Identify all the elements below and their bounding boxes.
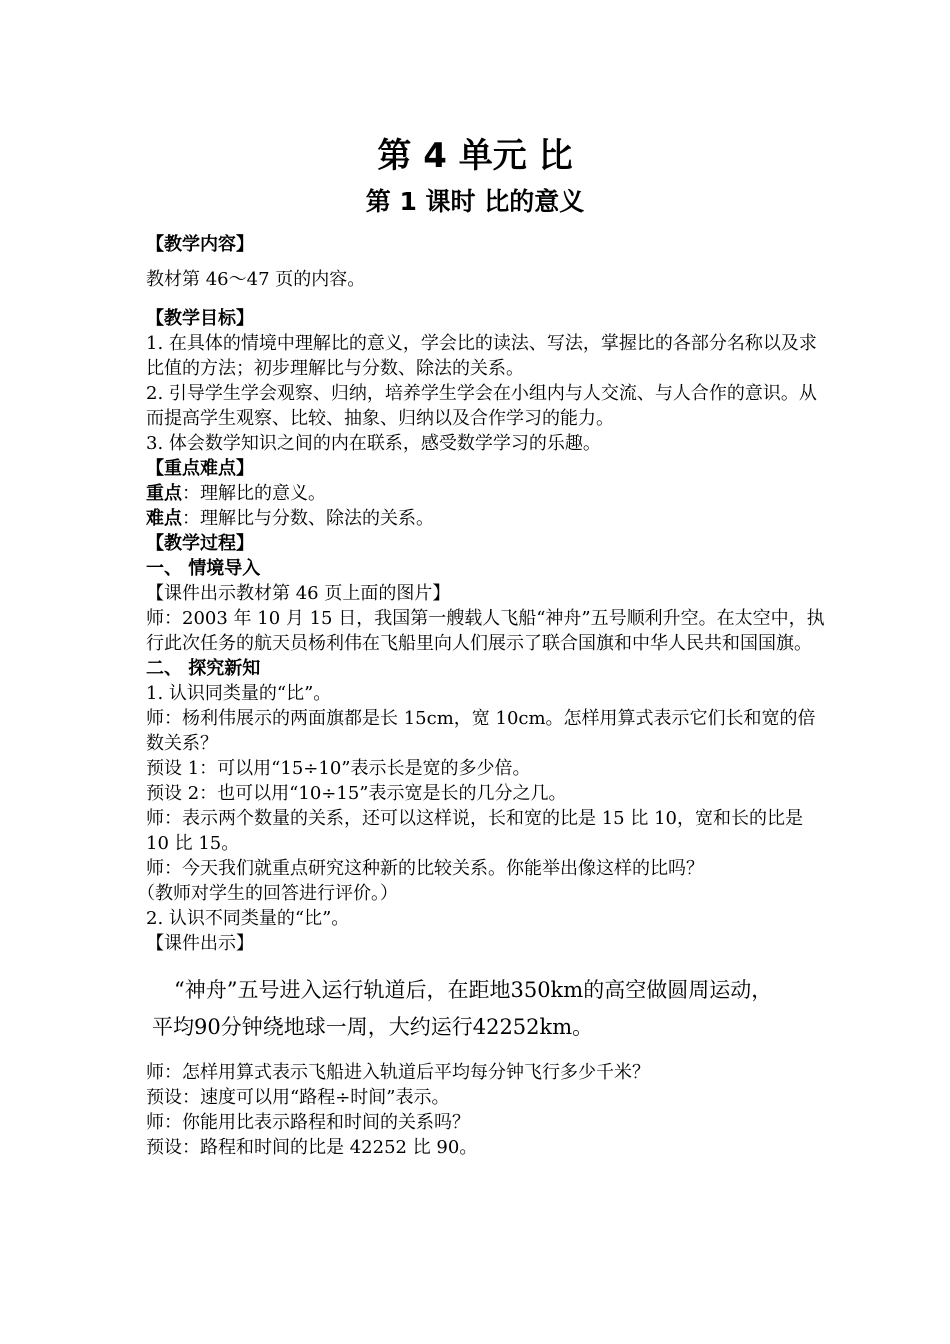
keypoints-heading: 【重点难点】 — [146, 458, 254, 479]
courseware-2: 【课件出示】 — [146, 933, 254, 954]
teacher-note: （教师对学生的回答进行评价。） — [137, 883, 398, 904]
key-point — [146, 481, 826, 506]
unit-title: 第 4 单元 比 — [377, 136, 573, 176]
key-text: ：理解比的意义。 — [182, 483, 326, 504]
objective-3: 3. 体会数学知识之间的内在联系，感受数学学习的乐趣。 — [146, 433, 601, 454]
objectives-heading: 【教学目标】 — [146, 308, 254, 329]
content-heading: 【教学内容】 — [146, 234, 254, 255]
difficulty-point — [146, 506, 826, 531]
lesson-title: 第 1 课时 比的意义 — [365, 187, 585, 216]
objective-2: 2. 引导学生学会观察、归纳，培养学生学会在小组内与人交流、与人合作的意识。从而提高学生观察、比较、抽象、归纳以及合作学习的能力。 — [146, 383, 817, 429]
preset-3: 预设：速度可以用“路程÷时间”表示。 — [146, 1087, 450, 1108]
teacher-2: 师：杨利伟展示的两面旗都是长 15cm，宽 10cm。怎样用算式表示它们长和宽的倍数关系？ — [146, 708, 816, 754]
courseware-1: 【课件出示教材第 46 页上面的图片】 — [146, 583, 451, 604]
objective-1: 1. 在具体的情境中理解比的意义，学会比的读法、写法，掌握比的各部分名称以及求比值的方法；初步理解比与分数、除法的关系。 — [146, 333, 817, 379]
teacher-4: 师：今天我们就重点研究这种新的比较关系。你能举出像这样的比吗？ — [146, 858, 704, 879]
teacher-5: 师：怎样用算式表示飞船进入轨道后平均每分钟飞行多少千米？ — [146, 1062, 650, 1083]
lesson-content — [137, 232, 826, 1160]
content-text: 教材第 46～47 页的内容。 — [146, 269, 366, 290]
process-heading: 【教学过程】 — [146, 533, 254, 554]
preset-2: 预设 2：也可以用“10÷15”表示宽是长的几分之几。 — [146, 783, 567, 804]
preset-1: 预设 1：可以用“15÷10”表示长是宽的多少倍。 — [146, 758, 531, 779]
preset-4: 预设：路程和时间的比是 42252 比 90。 — [146, 1137, 478, 1158]
courseware-slide — [146, 972, 866, 1046]
teacher-1: 师：2003 年 10 月 15 日，我国第一艘载人飞船“神舟”五号顺利升空。在太空中，执行此次任务的航天员杨利伟在飞船里向人们展示了联合国旗和中华人民共和国国旗。 — [146, 608, 825, 654]
teacher-3: 师：表示两个数量的关系，还可以这样说，长和宽的比是 15 比 10，宽和长的比是 10 比 15。 — [146, 808, 803, 854]
difficulty-text: ：理解比与分数、除法的关系。 — [182, 508, 434, 529]
step2-heading: 二、 探究新知 — [146, 658, 261, 679]
teacher-6: 师：你能用比表示路程和时间的关系吗？ — [146, 1112, 470, 1133]
key-label: 重点 — [146, 483, 182, 504]
item-2: 2. 认识不同类量的“比”。 — [146, 908, 350, 929]
step1-heading: 一、 情境导入 — [146, 558, 261, 579]
slide-line-1: “神舟”五号进入运行轨道后，在距地350km的高空做圆周运动， — [174, 978, 773, 1002]
difficulty-label: 难点 — [146, 508, 182, 529]
item-1: 1. 认识同类量的“比”。 — [146, 683, 332, 704]
slide-line-2: 平均90分钟绕地球一周，大约运行42252km。 — [152, 1015, 594, 1039]
